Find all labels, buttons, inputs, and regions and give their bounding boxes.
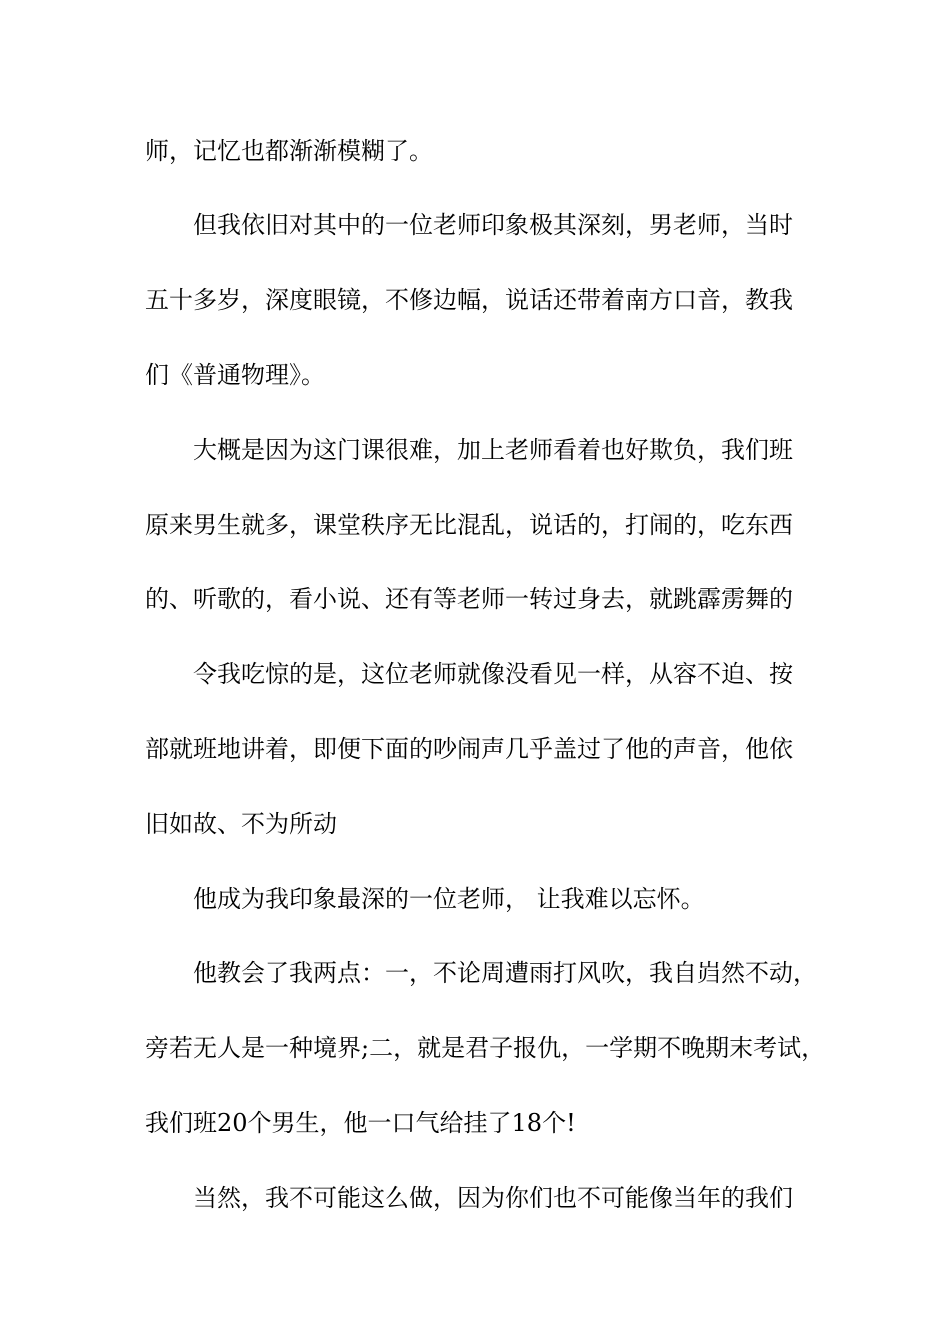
text-line: 五十多岁，深度眼镜，不修边幅，说话还带着南方口音，教我: [145, 286, 793, 314]
text-line: 我们班20个男生，他一口气给挂了18个!: [145, 1109, 576, 1137]
paragraph-first-line: 大概是因为这门课很难，加上老师看着也好欺负，我们班: [193, 436, 793, 464]
paragraph-first-line: 令我吃惊的是，这位老师就像没看见一样，从容不迫、按: [193, 660, 793, 688]
paragraph-first-line: 他教会了我两点：一，不论周遭雨打风吹，我自岿然不动，: [193, 959, 817, 987]
paragraph-first-line: 当然，我不可能这么做，因为你们也不可能像当年的我们: [193, 1184, 793, 1212]
paragraph-first-line: 他成为我印象最深的一位老师， 让我难以忘怀。: [193, 885, 705, 913]
text-line: 旧如故、不为所动: [145, 810, 337, 838]
text-line: 原来男生就多，课堂秩序无比混乱，说话的，打闹的，吃东西: [145, 511, 793, 539]
paragraph-first-line: 但我依旧对其中的一位老师印象极其深刻，男老师，当时: [193, 211, 793, 239]
text-line: 旁若无人是一种境界;二，就是君子报仇，一学期不晚期末考试，: [145, 1034, 826, 1062]
text-line: 部就班地讲着，即便下面的吵闹声几乎盖过了他的声音，他依: [145, 735, 793, 763]
text-line: 师，记忆也都渐渐模糊了。: [145, 137, 433, 165]
text-line: 的、听歌的，看小说、还有等老师一转过身去，就跳霹雳舞的: [145, 585, 793, 613]
text-line: 们《普通物理》。: [145, 361, 325, 389]
